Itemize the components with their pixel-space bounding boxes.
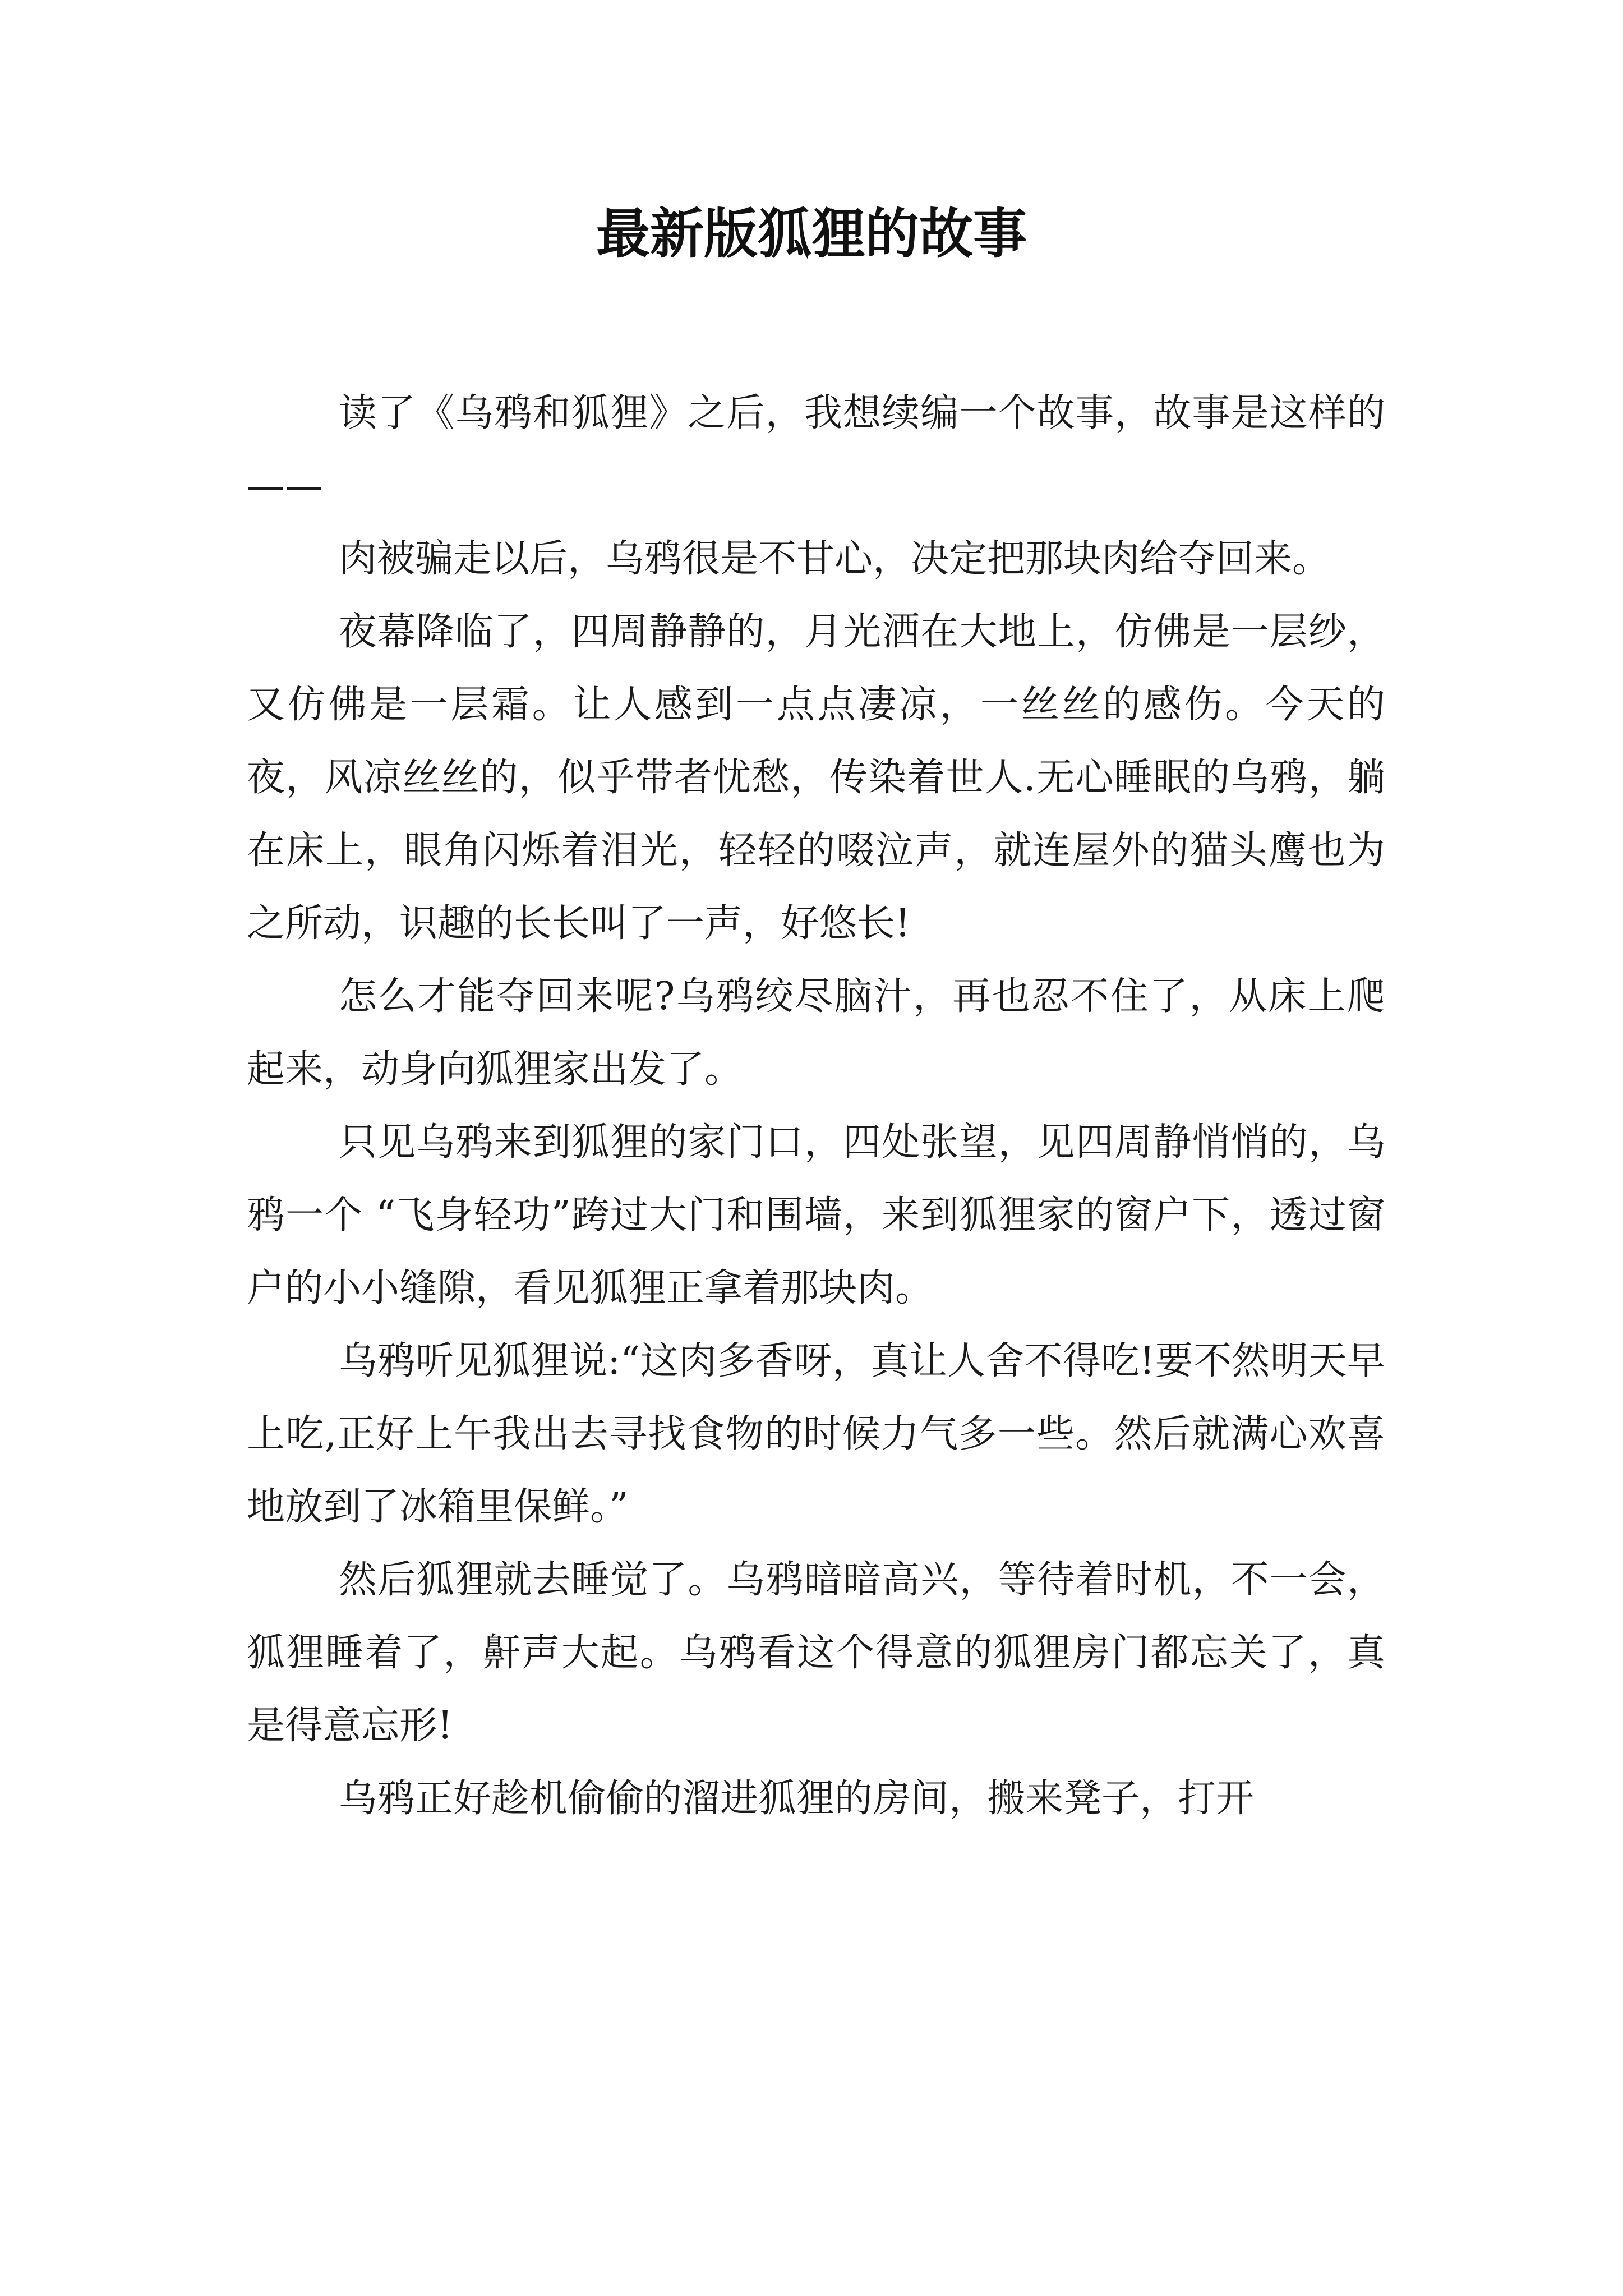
paragraph: 肉被骗走以后，乌鸦很是不甘心，决定把那块肉给夺回来。 — [339, 537, 1331, 581]
paragraph: 读了《乌鸦和狐狸》之后，我想续编一个故事，故事是这样的—— — [247, 391, 1385, 508]
document-body — [247, 377, 1385, 1835]
paragraph: 夜幕降临了，四周静静的，月光洒在大地上，仿佛是一层纱，又仿佛是一层霜。让人感到一点点凄凉，一丝丝的感伤。今天的夜，风凉丝丝的，似乎带者忧愁，传染着世人.无心睡眠的乌鸦，躺在床上，眼角闪烁着泪光，轻轻的啜泣声，就连屋外的猫头鹰也为之所动，识趣的长长叫了一声，好悠长! — [247, 610, 1385, 946]
document-title: 最新版狐狸的故事 — [596, 203, 1027, 265]
paragraph: 怎么才能夺回来呢?乌鸦绞尽脑汁，再也忍不住了，从床上爬起来，动身向狐狸家出发了。 — [247, 974, 1385, 1092]
paragraph: 只见乌鸦来到狐狸的家门口，四处张望，见四周静悄悄的，乌鸦一个 “飞身轻功”跨过大门和围墙，来到狐狸家的窗户下，透过窗户的小小缝隙，看见狐狸正拿着那块肉。 — [247, 1120, 1385, 1310]
paragraph: 然后狐狸就去睡觉了。乌鸦暗暗高兴，等待着时机，不一会，狐狸睡着了，鼾声大起。乌鸦看这个得意的狐狸房门都忘关了，真是得意忘形! — [247, 1558, 1385, 1748]
paragraph: 乌鸦听见狐狸说:“这肉多香呀，真让人舍不得吃!要不然明天早上吃,正好上午我出去寻找食物的时候力气多一些。然后就满心欢喜地放到了冰箱里保鲜。” — [247, 1339, 1385, 1529]
paragraph: 乌鸦正好趁机偷偷的溜进狐狸的房间，搬来凳子，打开 — [339, 1777, 1255, 1821]
